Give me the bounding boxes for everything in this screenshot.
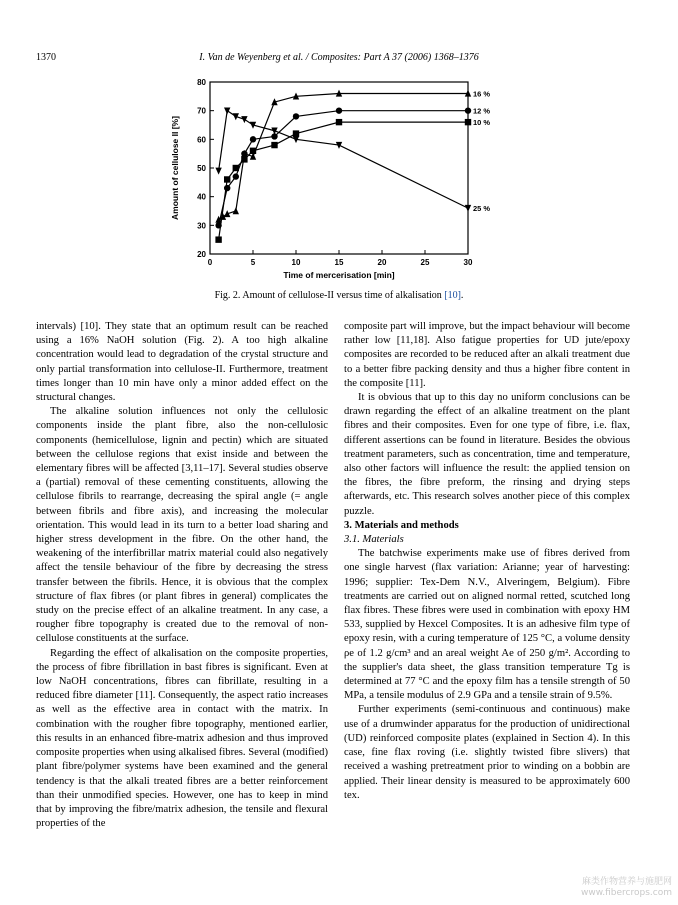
data-point-square (215, 236, 221, 242)
paragraph: intervals) [10]. They state that an optimum result can be reached using a 16% NaOH solution (Fig. 2). A too high alkaline concentration would lead to degradation of the crystal structure and only partial transformation into cellulose-II. Furthermore, treatment times longer than 10 min have only a minor added effect on the structural changes. (36, 321, 328, 404)
x-tick-label: 10 (291, 258, 301, 267)
series-label: 25 % (473, 204, 491, 214)
data-point-circle (250, 136, 256, 142)
data-point-square (233, 165, 239, 171)
figure-caption (0, 290, 678, 301)
x-tick-label: 25 (420, 258, 430, 267)
y-axis-label: Amount of cellulose II [%] (170, 116, 180, 220)
caption-reference-link[interactable]: [10] (444, 290, 461, 301)
data-point-square (336, 119, 342, 125)
data-point-triangle-down (224, 107, 230, 114)
y-tick-label: 50 (197, 164, 206, 173)
cellulose-chart (168, 70, 508, 282)
right-column (344, 320, 630, 803)
page-number: 1370 (36, 52, 56, 63)
running-head: I. Van de Weyenberg et al. / Composites: Part A 37 (2006) 1368–1376 (199, 52, 479, 63)
data-point-square (224, 176, 230, 182)
subsection-heading: 3.1. Materials (344, 534, 404, 546)
series-label: 16 % (473, 89, 491, 99)
caption-end: . (460, 290, 464, 301)
data-point-square (271, 142, 277, 148)
data-point-circle (293, 113, 299, 119)
x-tick-label: 5 (250, 258, 256, 267)
y-tick-label: 80 (197, 78, 206, 87)
watermark-line: 麻类作物营养与施肥网 (581, 877, 672, 887)
y-tick-label: 40 (197, 192, 206, 202)
paragraph: It is obvious that up to this day no uniform conclusions can be drawn regarding the effect of an alkaline treatment on the plant fibres and their composites. Even for one type of fibre, i.e. flax, different assertions can be found in literature. Besides the obvious treatment parameters, such as concentration, time and temperature, also other factors will influence the result: the applied tension on the fibres, the fibre preform, the rinsing and drying steps afterwards, etc. This research solves another piece of this complex puzzle. (344, 392, 630, 517)
data-point-square (465, 119, 471, 125)
paragraph: The alkaline solution influences not only the cellulosic components inside the plant fibre, also the non-cellulosic components (hemicellulose, lignin and pectin) which are situated between the cellulose regions that exist inside and between the elementary fibres will be affected [3,11–17]. Several studies observe a (partial) removal of these cementing constituents, allowing the cellulose fibrils to rearrange, decreasing the spiral angle (= angle between fibrils and fibre axis), and increasing the molecular orientation. This would lead in its turn to a better load sharing and higher stress development in the fibre. On the other hand, the weakening of the interfibrillar matrix material could also negatively affect the tensile behaviour of the fibre by decreasing the stress transfer between the fibrils. Hence, it is obvious that the complex structure of flax fibres (or plant fibres in general) complicates the study on the precise effect of an alkaline treatment. In any case, a rougher fibre topography is created due to the removal of non-cellulose constituents at the surface. (36, 406, 328, 645)
paragraph: Further experiments (semi-continuous and continuous) make use of a drumwinder apparatus for the production of unidirectional (UD) reinforced composite plates (explained in Section 4). In this case, fine flax roving (i.e. slightly twisted fibre slivers) that received a washing pretreatment prior to winding on a bobbin are applied. Their linear density is measured to be approximately 600 tex. (344, 704, 630, 801)
left-column (36, 320, 328, 831)
series-line (219, 93, 468, 219)
watermark (581, 877, 672, 899)
y-tick-label: 70 (197, 106, 206, 116)
x-axis-label: Time of mercerisation [min] (283, 270, 395, 280)
data-point-circle (241, 150, 247, 156)
data-point-circle (336, 107, 342, 113)
x-tick-label: 20 (377, 258, 387, 267)
paragraph: The batchwise experiments make use of fibres derived from one single harvest (flax variation: Arianne; year of harvesting: 1996; supplier: Tex-Dem N.V., Alveringem, Belgium). Fibre treatments are carried out on aligned normal retted, scutched long flax fibres. These fibres were used in combination with epoxy HM 533, supplied by Hexcel Composites. It is an adhesive film type of epoxy resin, with a curing temperature of 125 °C, a volume density ρe of 1.2 g/cm³ and an areal weight Ae of 250 g/m². According to the supplier's data sheet, the glass transition temperature Tg is determined at 77 °C and the epoxy film has a tensile strength of 50 MPa, a tensile modulus of 2.9 GPa and a tensile strain of 9.5%. (344, 548, 630, 702)
data-point-circle (224, 185, 230, 191)
data-point-square (250, 148, 256, 154)
data-point-square (293, 130, 299, 136)
x-tick-label: 0 (207, 258, 213, 267)
x-tick-label: 30 (463, 258, 473, 267)
data-point-circle (233, 173, 239, 179)
caption-text: Fig. 2. Amount of cellulose-II versus time of alkalisation (214, 290, 445, 301)
paragraph: Regarding the effect of alkalisation on the composite properties, the process of fibre fibrillation in bast fibres is significant. Even at low NaOH concentrations, fibres can fibrillate, resulting in a reduced fibre diameter [11]. Consequently, the aspect ratio increases as well as the effective area in contact with the matrix. In combination with the rougher fibre topography, mentioned earlier, this results in an enhanced fibre-matrix adhesion and thus improved composite properties when using alkalised fibres. Several (modified) plant fibre/polymer systems have been examined and the general tendency is that the alkali treated fibres are a better reinforcement than their unmodified species. However, one has to keep in mind that by improving the fibre/matrix adhesion, the tensile and flexural properties of the (36, 647, 328, 830)
data-point-triangle-up (233, 207, 239, 214)
series-label: 10 % (473, 118, 491, 128)
data-point-square (241, 156, 247, 162)
series-line (219, 111, 468, 226)
data-point-circle (465, 107, 471, 113)
y-tick-label: 30 (197, 221, 206, 231)
data-point-triangle-down (215, 168, 221, 175)
section-heading: 3. Materials and methods (344, 519, 459, 531)
data-point-triangle-down (241, 116, 247, 123)
x-tick-label: 15 (334, 258, 344, 267)
data-point-circle (215, 222, 221, 228)
data-point-triangle-down (465, 205, 471, 212)
watermark-url: www.fibercrops.com (581, 888, 672, 898)
y-tick-label: 60 (197, 135, 206, 145)
series-label: 12 % (473, 106, 491, 116)
y-tick-label: 20 (197, 250, 206, 259)
paragraph: composite part will improve, but the impact behaviour will become rather low [11,18]. Also fatigue properties for UD jute/epoxy composites are recorded to be reduced after an alkali treatment due to a better fibre packing density and thus a higher fibre content in the composite [11]. (344, 321, 630, 389)
